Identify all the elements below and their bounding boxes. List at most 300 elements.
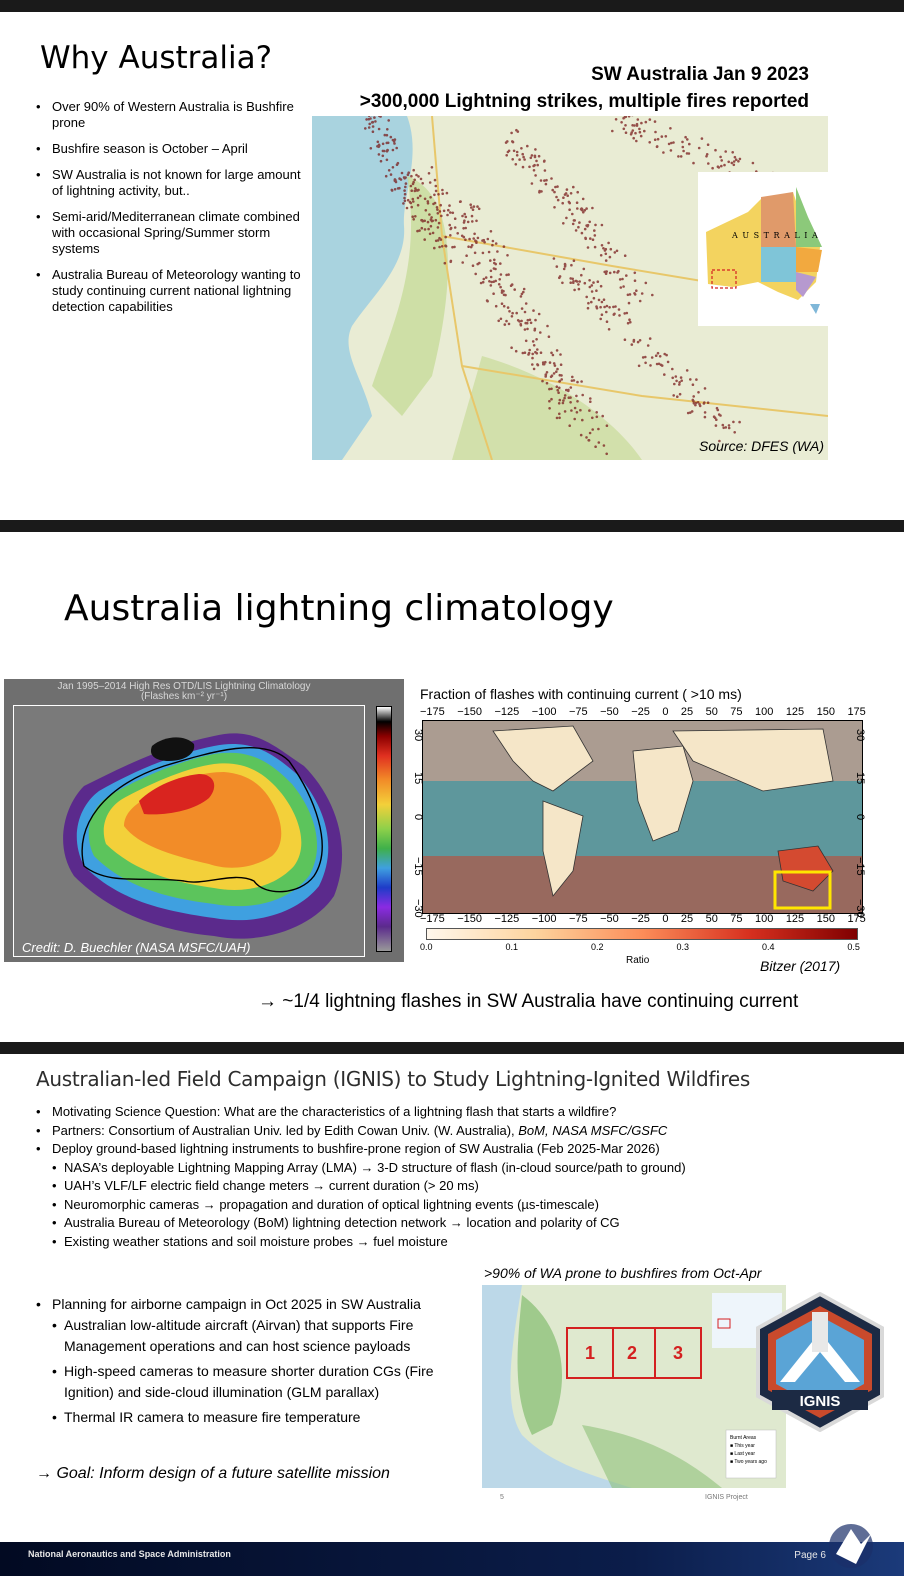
lightning-strike-dot (626, 312, 629, 315)
lightning-strike-dot (445, 245, 448, 248)
lightning-strike-dot (543, 160, 546, 163)
lightning-strike-dot (656, 145, 659, 148)
lightning-strike-dot (676, 395, 679, 398)
australia-inset-map (698, 172, 828, 326)
lightning-strike-dot (534, 174, 537, 177)
lightning-strike-dot (559, 353, 562, 356)
lightning-strike-dot (508, 150, 511, 153)
lon-tick-label: 125 (785, 913, 805, 925)
lightning-strike-dot (630, 131, 633, 134)
lightning-strike-dot (738, 421, 741, 424)
lightning-strike-dot (424, 228, 427, 231)
lightning-strike-dot (645, 282, 648, 285)
lightning-strike-dot (624, 338, 627, 341)
lightning-strike-dot (497, 320, 500, 323)
lightning-strike-dot (549, 361, 552, 364)
lightning-strike-dot (421, 182, 424, 185)
lightning-strike-dot (589, 237, 592, 240)
lat-ticks-right (854, 729, 880, 918)
lightning-strike-dot (481, 239, 484, 242)
lightning-strike-dot (701, 137, 704, 140)
lightning-strike-dot (499, 286, 502, 289)
lightning-strike-dot (498, 278, 501, 281)
climatology-units: (Flashes km⁻² yr⁻¹) (140, 691, 228, 702)
lightning-strike-dot (601, 301, 604, 304)
lightning-strike-dot (534, 148, 537, 151)
lightning-strike-dot (686, 138, 689, 141)
lon-tick-label: −50 (600, 706, 619, 718)
lat-tick-label: 15 (854, 771, 866, 784)
lightning-strike-dot (572, 186, 575, 189)
lightning-strike-dot (593, 297, 596, 300)
lightning-strike-dot (589, 432, 592, 435)
lightning-strike-dot (601, 415, 604, 418)
lightning-strike-dot (536, 352, 539, 355)
lightning-strike-dot (688, 152, 691, 155)
lightning-strike-dot (392, 149, 395, 152)
lightning-strike-dot (603, 306, 606, 309)
ignis-mission-patch (750, 1292, 890, 1432)
lightning-strike-dot (672, 394, 675, 397)
lightning-strike-dot (569, 401, 572, 404)
lon-tick-label: −175 (420, 913, 445, 925)
bullet: • SW Australia is not known for large amount of lightning activity, but.. (36, 167, 304, 199)
lightning-strike-dot (491, 244, 494, 247)
zone-3: 3 (656, 1327, 702, 1379)
lightning-strike-dot (620, 286, 623, 289)
lightning-strike-dot (532, 309, 535, 312)
lightning-strike-dot (594, 445, 597, 448)
lightning-strike-dot (634, 293, 637, 296)
lightning-strike-dot (580, 207, 583, 210)
lightning-strike-dot (682, 150, 685, 153)
sub-bullet: • High-speed cameras to measure shorter duration CGs (Fire Ignition) and side-cloud illumination (GLM parallax) (52, 1361, 476, 1403)
lightning-strike-dot (647, 344, 650, 347)
lightning-strike-dot (475, 241, 478, 244)
lightning-strike-dot (584, 238, 587, 241)
slide3-bullets (36, 1103, 876, 1251)
lightning-strike-dot (580, 434, 583, 437)
lon-tick-label: −175 (420, 706, 445, 718)
lightning-strike-dot (635, 140, 638, 143)
sub-bullet: • Australia Bureau of Meteorology (BoM) lightning detection network → location and polarity of CG (52, 1214, 876, 1233)
lightning-strike-dot (550, 376, 553, 379)
lightning-strike-dot (370, 147, 373, 150)
lightning-strike-dot (407, 199, 410, 202)
lightning-strike-dot (724, 150, 727, 153)
lon-tick-label: −150 (457, 913, 483, 925)
bullet: • Over 90% of Western Australia is Bushfire prone (36, 99, 304, 131)
lightning-strike-dot (418, 229, 421, 232)
lightning-strike-dot (475, 220, 478, 223)
lightning-strike-dot (515, 163, 518, 166)
lightning-strike-dot (595, 305, 598, 308)
footer-agency: National Aeronautics and Space Administration (28, 1549, 231, 1559)
lightning-strike-dot (546, 371, 549, 374)
lightning-strike-dot (556, 349, 559, 352)
lightning-strike-dot (503, 294, 506, 297)
lightning-strike-dot (576, 201, 579, 204)
lightning-strike-dot (437, 239, 440, 242)
lightning-strike-dot (548, 335, 551, 338)
lightning-strike-dot (524, 328, 527, 331)
lightning-strike-dot (525, 340, 528, 343)
lightning-strike-dot (454, 226, 457, 229)
lightning-strike-dot (589, 286, 592, 289)
map-source: Source: DFES (WA) (699, 438, 824, 454)
bushfire-area-map (482, 1285, 786, 1488)
lightning-strike-dot (733, 160, 736, 163)
lightning-strike-dot (503, 305, 506, 308)
lightning-strike-dot (556, 389, 559, 392)
lightning-strike-dot (732, 421, 735, 424)
lightning-strike-dot (476, 205, 479, 208)
lightning-strike-dot (649, 364, 652, 367)
lightning-strike-dot (467, 245, 470, 248)
lightning-strike-dot (499, 262, 502, 265)
lightning-strike-dot (707, 143, 710, 146)
lightning-strike-dot (733, 431, 736, 434)
lon-tick-label: −150 (457, 706, 483, 718)
lightning-strike-dot (452, 212, 455, 215)
lightning-strike-dot (515, 312, 518, 315)
lightning-strike-dot (609, 272, 612, 275)
lightning-strike-dot (427, 228, 430, 231)
lightning-strike-dot (648, 141, 651, 144)
lightning-strike-dot (550, 398, 553, 401)
lightning-strike-dot (556, 368, 559, 371)
lightning-strike-dot (403, 189, 406, 192)
lightning-strike-dot (542, 363, 545, 366)
lightning-strike-dot (692, 395, 695, 398)
lightning-strike-dot (560, 374, 563, 377)
lightning-strike-dot (447, 209, 450, 212)
lightning-strike-dot (672, 141, 675, 144)
lon-tick-label: 25 (680, 706, 694, 718)
lightning-strike-dot (689, 378, 692, 381)
lightning-strike-dot (527, 319, 530, 322)
lightning-strike-dot (614, 305, 617, 308)
lightning-strike-dot (412, 218, 415, 221)
lightning-strike-dot (373, 116, 376, 119)
lightning-strike-dot (392, 166, 395, 169)
lightning-strike-dot (565, 192, 568, 195)
lightning-strike-dot (731, 151, 734, 154)
bullet-partners (36, 1122, 876, 1141)
lightning-strike-dot (673, 383, 676, 386)
lightning-strike-dot (692, 162, 695, 165)
lightning-strike-dot (468, 238, 471, 241)
lightning-strike-dot (496, 250, 499, 253)
lightning-strike-dot (391, 189, 394, 192)
lightning-strike-dot (500, 273, 503, 276)
lightning-strike-dot (556, 265, 559, 268)
lightning-strike-dot (655, 354, 658, 357)
lightning-strike-dot (449, 234, 452, 237)
lightning-strike-dot (651, 294, 654, 297)
lightning-strike-dot (522, 166, 525, 169)
bullet (36, 1294, 476, 1428)
lon-tick-label: 0 (662, 913, 669, 925)
lightning-strike-dot (594, 234, 597, 237)
lightning-strike-dot (495, 242, 498, 245)
lightning-strike-dot (600, 285, 603, 288)
lightning-strike-dot (628, 302, 631, 305)
lightning-strike-dot (587, 302, 590, 305)
lightning-strike-dot (639, 131, 642, 134)
lightning-strike-dot (502, 290, 505, 293)
lightning-strike-dot (546, 382, 549, 385)
lon-tick-label: −125 (494, 913, 520, 925)
lightning-strike-dot (430, 218, 433, 221)
lightning-strike-dot (427, 221, 430, 224)
patch-title: IGNIS (799, 1393, 841, 1410)
lightning-strike-dot (663, 373, 666, 376)
lightning-strike-dot (534, 156, 537, 159)
lightning-strike-dot (562, 399, 565, 402)
lightning-strike-dot (464, 238, 467, 241)
lightning-strike-dot (534, 319, 537, 322)
lightning-strike-dot (395, 147, 398, 150)
lightning-strike-dot (670, 149, 673, 152)
lightning-strike-dot (704, 416, 707, 419)
lightning-strike-dot (403, 197, 406, 200)
lightning-strike-dot (624, 254, 627, 257)
lightning-strike-dot (637, 341, 640, 344)
lightning-strike-dot (540, 190, 543, 193)
lightning-strike-dot (649, 337, 652, 340)
nasa-meatball-icon (816, 1514, 886, 1574)
lightning-strike-dot (614, 251, 617, 254)
lightning-strike-dot (585, 436, 588, 439)
lightning-strike-dot (639, 300, 642, 303)
lightning-strike-dot (605, 248, 608, 251)
lat-tick-label: −30 (854, 899, 866, 918)
lightning-strike-dot (454, 217, 457, 220)
lightning-strike-dot (576, 280, 579, 283)
lightning-strike-dot (488, 251, 491, 254)
lon-tick-label: 150 (816, 913, 835, 925)
lightning-strike-dot (621, 278, 624, 281)
lightning-strike-dot (530, 157, 533, 160)
lightning-strike-dot (490, 270, 493, 273)
lightning-strike-dot (428, 213, 431, 216)
lightning-strike-dot (598, 299, 601, 302)
lon-tick-label: 100 (755, 913, 774, 925)
lightning-strike-dot (495, 305, 498, 308)
lightning-strike-dot (461, 235, 464, 238)
lightning-strike-dot (558, 277, 561, 280)
lightning-strike-dot (661, 135, 664, 138)
lightning-strike-dot (523, 158, 526, 161)
lightning-strike-dot (478, 208, 481, 211)
slide3-title: Australian-led Field Campaign (IGNIS) to Study Lightning-Ignited Wildfires (36, 1067, 750, 1091)
lightning-strike-dot (580, 380, 583, 383)
lon-tick-label: −75 (568, 913, 588, 925)
lightning-strike-dot (555, 370, 558, 373)
lightning-strike-dot (591, 417, 594, 420)
lightning-strike-dot (671, 368, 674, 371)
lightning-strike-dot (601, 224, 604, 227)
lightning-strike-dot (536, 348, 539, 351)
lightning-strike-dot (665, 135, 668, 138)
lon-tick-label: 25 (680, 913, 694, 925)
lightning-strike-dot (508, 323, 511, 326)
lon-ticks-top (420, 706, 866, 718)
zone-1: 1 (566, 1327, 614, 1379)
lightning-strike-dot (490, 230, 493, 233)
lightning-strike-dot (465, 216, 468, 219)
lightning-strike-dot (557, 199, 560, 202)
lightning-strike-dot (633, 339, 636, 342)
lightning-strike-dot (506, 254, 509, 257)
lightning-strike-dot (594, 246, 597, 249)
lightning-strike-dot (601, 313, 604, 316)
lightning-strike-dot (437, 212, 440, 215)
lightning-strike-dot (570, 192, 573, 195)
lightning-strike-dot (511, 315, 514, 318)
lightning-strike-dot (640, 122, 643, 125)
lightning-strike-dot (717, 409, 720, 412)
lightning-strike-dot (616, 250, 619, 253)
lightning-strike-dot (728, 427, 731, 430)
lightning-strike-dot (584, 282, 587, 285)
lightning-strike-dot (488, 280, 491, 283)
lightning-strike-dot (513, 150, 516, 153)
lightning-strike-dot (574, 407, 577, 410)
lightning-strike-dot (435, 219, 438, 222)
lightning-strike-dot (521, 153, 524, 156)
lightning-strike-dot (581, 232, 584, 235)
lightning-strike-dot (411, 215, 414, 218)
lightning-strike-dot (599, 318, 602, 321)
plan-text: Planning for airborne campaign in Oct 2025 in SW Australia (52, 1296, 421, 1312)
lightning-strike-dot (638, 365, 641, 368)
lightning-strike-dot (424, 198, 427, 201)
lightning-strike-dot (735, 158, 738, 161)
lightning-strike-dot (589, 400, 592, 403)
lightning-strike-dot (380, 160, 383, 163)
lightning-strike-dot (680, 376, 683, 379)
lon-ticks-bottom (420, 913, 866, 925)
inset-graphic (698, 172, 828, 326)
lightning-strike-dot (448, 204, 451, 207)
ratio-tick-label: 0.1 (505, 942, 518, 952)
lightning-strike-dot (576, 207, 579, 210)
lightning-strike-dot (536, 363, 539, 366)
lightning-strike-dot (622, 117, 625, 120)
lightning-strike-dot (629, 293, 632, 296)
lightning-strike-dot (558, 387, 561, 390)
lightning-strike-dot (493, 262, 496, 265)
lightning-strike-dot (602, 247, 605, 250)
lightning-strike-dot (613, 313, 616, 316)
lightning-strike-dot (441, 245, 444, 248)
lightning-strike-dot (390, 136, 393, 139)
lightning-strike-dot (520, 295, 523, 298)
lightning-strike-dot (382, 150, 385, 153)
lightning-strike-dot (539, 331, 542, 334)
lightning-strike-dot (402, 202, 405, 205)
lon-tick-label: 50 (705, 706, 718, 718)
lightning-strike-dot (596, 416, 599, 419)
lon-tick-label: 125 (785, 706, 805, 718)
lightning-strike-dot (728, 424, 731, 427)
lightning-strike-dot (553, 372, 556, 375)
lightning-strike-dot (423, 220, 426, 223)
slide2-conclusion: → ~1/4 lightning flashes in SW Australia have continuing current (258, 991, 799, 1012)
lightning-strike-dot (524, 351, 527, 354)
climatology-header: Jan 1995–2014 High Res OTD/LIS Lightning Climatology (57, 681, 311, 692)
lat-tick-label: 0 (854, 814, 866, 821)
lightning-strike-dot (421, 227, 424, 230)
lightning-strike-dot (478, 262, 481, 265)
lightning-strike-dot (618, 308, 621, 311)
lightning-strike-dot (727, 161, 730, 164)
lightning-strike-dot (531, 353, 534, 356)
lightning-strike-dot (553, 257, 556, 260)
sub-bullet: • Thermal IR camera to measure fire temperature (52, 1407, 476, 1428)
lightning-strike-dot (562, 196, 565, 199)
bullet: • Motivating Science Question: What are the characteristics of a lightning flash that starts a wildfire? (36, 1103, 876, 1122)
lightning-strike-dot (644, 362, 647, 365)
lightning-strike-dot (658, 363, 661, 366)
lightning-strike-dot (651, 356, 654, 359)
lightning-strike-dot (576, 381, 579, 384)
lightning-strike-dot (521, 307, 524, 310)
lightning-strike-dot (433, 247, 436, 250)
lon-tick-label: −25 (631, 706, 650, 718)
lightning-strike-dot (472, 237, 475, 240)
lightning-strike-dot (587, 246, 590, 249)
lightning-strike-dot (643, 130, 646, 133)
bullet: • Semi-arid/Mediterranean climate combined with occasional Spring/Summer storm systems (36, 209, 304, 257)
lat-tick-label: 0 (412, 814, 424, 821)
lightning-strike-dot (530, 322, 533, 325)
lightning-strike-dot (675, 380, 678, 383)
ratio-ticks (420, 942, 860, 952)
lightning-strike-dot (533, 368, 536, 371)
lightning-strike-dot (449, 261, 452, 264)
lightning-strike-dot (410, 175, 413, 178)
lon-tick-label: −75 (568, 706, 588, 718)
lightning-strike-dot (413, 179, 416, 182)
lightning-strike-dot (508, 310, 511, 313)
lightning-strike-dot (703, 402, 706, 405)
lightning-strike-dot (556, 385, 559, 388)
lightning-strike-dot (634, 272, 637, 275)
lightning-strike-dot (752, 162, 755, 165)
lightning-strike-dot (649, 118, 652, 121)
lightning-strike-dot (723, 164, 726, 167)
lightning-strike-dot (505, 154, 508, 157)
climatology-credit: Credit: D. Buechler (NASA MSFC/UAH) (22, 940, 251, 955)
bullet (36, 1140, 876, 1251)
lightning-strike-dot (410, 189, 413, 192)
lightning-strike-dot (623, 128, 626, 131)
lightning-strike-dot (592, 281, 595, 284)
airborne-plan (36, 1294, 476, 1432)
lon-tick-label: 75 (730, 706, 743, 718)
deploy-subitems (52, 1159, 876, 1252)
lightning-strike-dot (433, 194, 436, 197)
lightning-strike-dot (428, 172, 431, 175)
lightning-strike-dot (423, 238, 426, 241)
lightning-strike-dot (395, 181, 398, 184)
lightning-strike-dot (598, 441, 601, 444)
lightning-strike-dot (425, 209, 428, 212)
lightning-strike-dot (534, 328, 537, 331)
